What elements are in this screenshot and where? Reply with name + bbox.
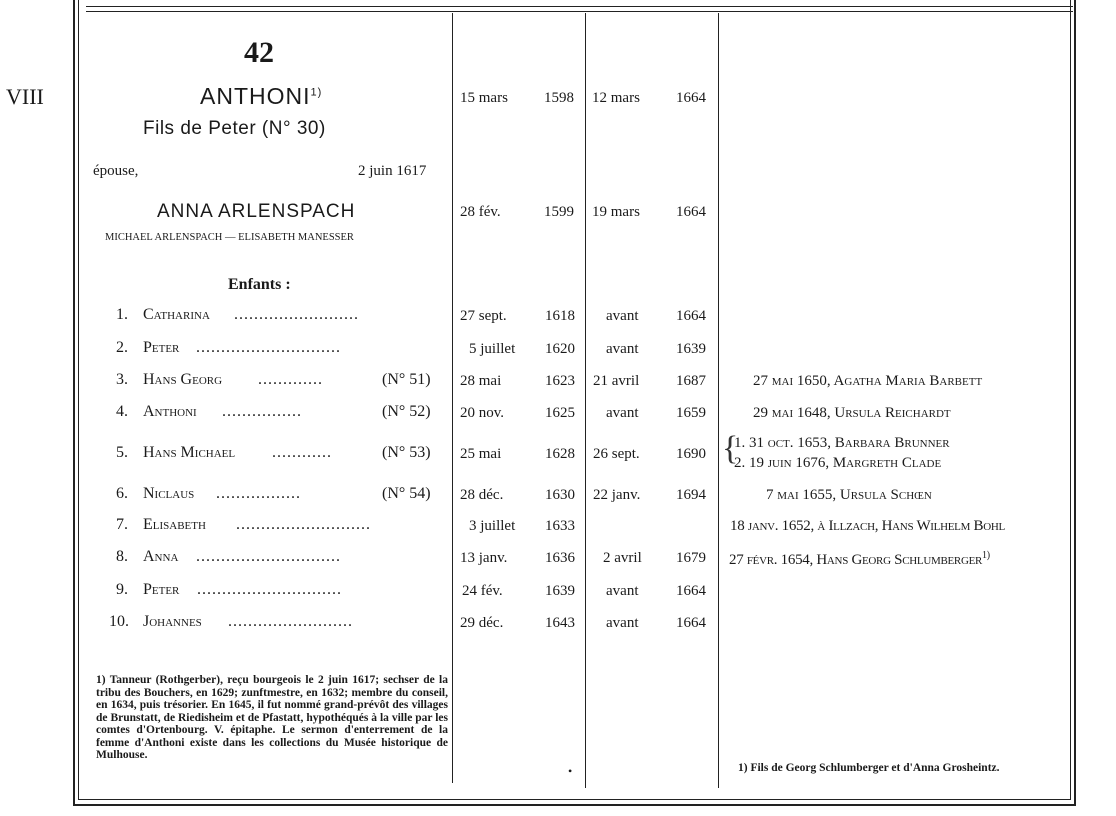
- child-ref: (N° 52): [382, 403, 431, 420]
- child-ref: (N° 53): [382, 444, 431, 461]
- child-marriage-text: 27 févr. 1654, Hans Georg Schlumberger: [729, 552, 983, 568]
- leader-dots: .........................: [234, 306, 359, 323]
- child-number: 9.: [116, 581, 128, 598]
- child-name: Catharina: [143, 306, 210, 323]
- spouse-parents: MICHAEL ARLENSPACH — ELISABETH MANESSER: [105, 232, 354, 243]
- child-death-year: 1664: [676, 583, 706, 599]
- child-birth-day: 29 déc.: [460, 615, 504, 631]
- child-birth-year: 1636: [545, 550, 575, 566]
- child-name: Peter: [143, 581, 180, 598]
- children-heading: Enfants :: [228, 276, 291, 293]
- child-death-year: 1687: [676, 373, 706, 389]
- child-birth-day: 3 juillet: [469, 518, 516, 534]
- child-death-day: avant: [606, 405, 639, 421]
- child-marriage: [729, 550, 990, 569]
- person-parentage: Fils de Peter (N° 30): [143, 118, 326, 139]
- leader-dots: ...........................: [236, 516, 371, 533]
- column-divider-death: [585, 13, 586, 788]
- child-birth-day: 13 janv.: [460, 550, 508, 566]
- child-death-year: 1679: [676, 550, 706, 566]
- child-ref: (N° 51): [382, 371, 431, 388]
- leader-dots: .............: [258, 371, 323, 388]
- column-divider-birth: [452, 13, 453, 783]
- person-birth-day: 15 mars: [460, 90, 508, 106]
- spouse-birth-day: 28 fév.: [460, 204, 501, 220]
- child-birth-year: 1633: [545, 518, 575, 534]
- footnote-left: 1) Tanneur (Rothgerber), reçu bourgeois le 2 juin 1617; sechser de la tribu des Bouchers, en 1629; zunftmestre, en 1632; membre du conseil, en 1634, puis trésorier. En 1645, il fut nommé grand-prévôt des villages de Brunstatt, de Riedisheim et de Pfastatt, hypothéqués à la ville par les comtes d'Ortenbourg. V. épitaphe. Le sermon d'enterrement de la femme d'Anthoni existe dans les collections du Musée historique de Mulhouse.: [96, 674, 448, 761]
- spouse-death-year: 1664: [676, 204, 706, 220]
- generation-label: VIII: [6, 84, 44, 109]
- child-marriage-mark: 1): [982, 550, 990, 561]
- child-name: Johannes: [143, 613, 202, 630]
- leader-dots: .............................: [197, 581, 342, 598]
- child-name: Hans Georg: [143, 371, 223, 388]
- child-birth-year: 1625: [545, 405, 575, 421]
- person-name: [200, 83, 322, 110]
- leader-dots: .............................: [196, 339, 341, 356]
- leader-dots: .................: [216, 485, 301, 502]
- child-birth-year: 1623: [545, 373, 575, 389]
- child-birth-day: 20 nov.: [460, 405, 505, 421]
- child-marriage: 1. 31 oct. 1653, Barbara Brunner: [734, 435, 950, 451]
- child-marriage: 7 mai 1655, Ursula Schœn: [766, 487, 932, 503]
- footnote-right: 1) Fils de Georg Schlumberger et d'Anna Grosheintz.: [738, 762, 1000, 774]
- child-marriage: 29 mai 1648, Ursula Reichardt: [753, 405, 951, 421]
- child-death-year: 1694: [676, 487, 706, 503]
- leader-dots: .........................: [228, 613, 353, 630]
- child-marriage: 18 janv. 1652, à Illzach, Hans Wilhelm Bohl: [730, 518, 1005, 534]
- spouse-birth-year: 1599: [544, 204, 574, 220]
- marriage-date: 2 juin 1617: [358, 163, 427, 179]
- child-marriage-second: 2. 19 juin 1676, Margreth Clade: [734, 455, 942, 471]
- child-number: 8.: [116, 548, 128, 565]
- child-death-year: 1659: [676, 405, 706, 421]
- header-rule-top: [86, 6, 1073, 7]
- leader-dots: ............: [272, 444, 332, 461]
- child-name: Anna: [143, 548, 179, 565]
- child-death-day: 26 sept.: [593, 446, 640, 462]
- child-name: Elisabeth: [143, 516, 206, 533]
- child-death-day: avant: [606, 308, 639, 324]
- child-name: Hans Michael: [143, 444, 236, 461]
- child-number: 1.: [116, 306, 128, 323]
- child-death-day: avant: [606, 615, 639, 631]
- child-number: 10.: [109, 613, 129, 630]
- child-death-year: 1664: [676, 308, 706, 324]
- child-marriage: 27 mai 1650, Agatha Maria Barbett: [753, 373, 983, 389]
- child-name: Peter: [143, 339, 180, 356]
- child-number: 2.: [116, 339, 128, 356]
- child-birth-year: 1618: [545, 308, 575, 324]
- child-birth-year: 1643: [545, 615, 575, 631]
- child-death-year: 1639: [676, 341, 706, 357]
- column-divider-marriage: [718, 13, 719, 788]
- child-death-day: 21 avril: [593, 373, 640, 389]
- child-birth-day: 28 mai: [460, 373, 502, 389]
- child-number: 5.: [116, 444, 128, 461]
- child-number: 3.: [116, 371, 128, 388]
- child-number: 7.: [116, 516, 128, 533]
- person-birth-year: 1598: [544, 90, 574, 106]
- child-death-day: 22 janv.: [593, 487, 641, 503]
- entry-number: 42: [244, 36, 274, 69]
- marriage-label: épouse,: [93, 163, 139, 179]
- child-death-day: avant: [606, 341, 639, 357]
- leader-dots: ................: [222, 403, 302, 420]
- child-birth-day: 28 déc.: [460, 487, 504, 503]
- person-death-year: 1664: [676, 90, 706, 106]
- person-note-mark: 1): [310, 86, 323, 99]
- child-death-year: 1664: [676, 615, 706, 631]
- child-birth-year: 1639: [545, 583, 575, 599]
- child-death-day: 2 avril: [603, 550, 642, 566]
- spouse-death-day: 19 mars: [592, 204, 640, 220]
- child-number: 6.: [116, 485, 128, 502]
- header-rule-bottom: [86, 11, 1073, 12]
- marriage-brace: {: [722, 430, 739, 467]
- child-name: Anthoni: [143, 403, 197, 420]
- child-death-day: avant: [606, 583, 639, 599]
- child-birth-year: 1630: [545, 487, 575, 503]
- person-death-day: 12 mars: [592, 90, 640, 106]
- child-name: Niclaus: [143, 485, 195, 502]
- leader-dots: .............................: [196, 548, 341, 565]
- child-birth-day: 5 juillet: [469, 341, 516, 357]
- child-birth-day: 24 fév.: [462, 583, 503, 599]
- child-birth-day: 25 mai: [460, 446, 502, 462]
- child-number: 4.: [116, 403, 128, 420]
- child-birth-year: 1628: [545, 446, 575, 462]
- child-ref: (N° 54): [382, 485, 431, 502]
- child-birth-year: 1620: [545, 341, 575, 357]
- bullet-mark: •: [568, 764, 573, 778]
- child-death-year: 1690: [676, 446, 706, 462]
- person-name-text: ANTHONI: [200, 83, 311, 109]
- spouse-name: ANNA ARLENSPACH: [157, 201, 356, 222]
- child-birth-day: 27 sept.: [460, 308, 507, 324]
